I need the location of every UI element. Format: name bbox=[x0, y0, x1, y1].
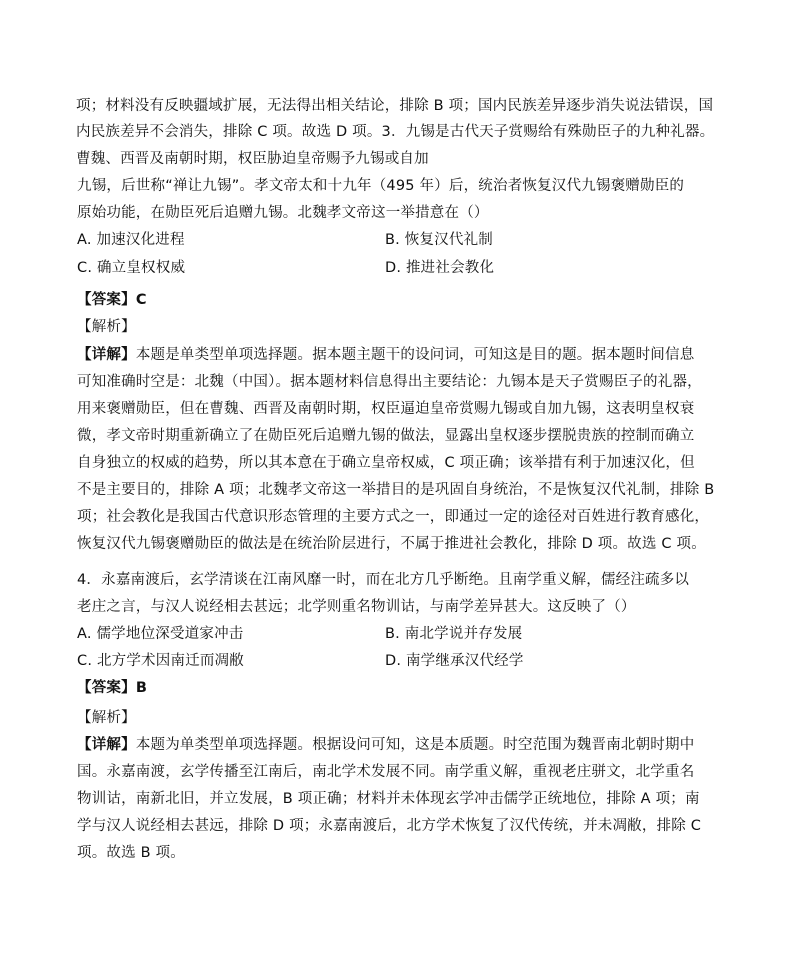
detail-text: 本题是单类型单项选择题。据本题主题干的设问词，可知这是目的题。据本题时间信息 bbox=[135, 347, 695, 363]
analysis-label: 【解析】 bbox=[77, 319, 136, 335]
option-d: D. 推进社会教化 bbox=[385, 260, 495, 276]
text-line: 可知准确时空是：北魏（中国）。据本题材料信息得出主要结论：九锡本是天子赏赐臣子的礼器， bbox=[77, 374, 702, 390]
text-line: 不是主要目的，排除 A 项；北魏孝文帝这一举措目的是巩固自身统治，不是恢复汉代礼制，排除 B bbox=[77, 482, 715, 498]
option-a: A. 儒学地位深受道家冲击 bbox=[77, 626, 244, 642]
question-stem: 老庄之言，与汉人说经相去甚远；北学则重名物训诂，与南学差异甚大。这反映了（） bbox=[77, 599, 636, 615]
text-line: 国。永嘉南渡，玄学传播至江南后，南北学术发展不同。南学重义解，重视老庄骈文，北学重名 bbox=[77, 764, 695, 780]
option-b: B. 南北学说并存发展 bbox=[385, 626, 523, 642]
text-line: 内民族差异不会消失，排除 C 项。故选 D 项。3．九锡是古代天子赏赐给有殊勋臣子的九种礼器。 bbox=[76, 124, 715, 140]
answer-label: 【答案】 bbox=[77, 680, 136, 696]
text-line: 用来褒赠勋臣，但在曹魏、西晋及南朝时期，权臣逼迫皇帝赏赐九锡或自加九锡，这表明皇权衰 bbox=[77, 401, 695, 417]
text-line: 项；社会教化是我国古代意识形态管理的主要方式之一，即通过一定的途径对百姓进行教育感化， bbox=[77, 509, 710, 525]
option-a: A. 加速汉化进程 bbox=[77, 232, 185, 248]
detail-line bbox=[77, 735, 694, 755]
question-stem: 4．永嘉南渡后，玄学清谈在江南风靡一时，而在北方几乎断绝。且南学重义解，儒经注疏多以 bbox=[77, 572, 690, 588]
option-d: D. 南学继承汉代经学 bbox=[385, 653, 524, 669]
question-stem: 原始功能，在勋臣死后追赠九锡。北魏孝文帝这一举措意在（） bbox=[77, 205, 489, 221]
text-line: 物训诂，南新北旧，并立发展，B 项正确；材料并未体现玄学冲击儒学正统地位，排除 A 项；南 bbox=[77, 791, 700, 807]
detail-label: 【详解】 bbox=[77, 347, 136, 363]
option-c: C. 北方学术因南迁而凋敝 bbox=[77, 653, 244, 669]
text-line: 自身独立的权威的趋势，所以其本意在于确立皇帝权威，C 项正确；该举措有利于加速汉化，但 bbox=[77, 455, 695, 471]
text-line: 项。故选 B 项。 bbox=[77, 845, 185, 861]
detail-text: 本题为单类型单项选择题。根据设问可知，这是本质题。时空范围为魏晋南北朝时期中 bbox=[135, 737, 695, 753]
text-line: 项；材料没有反映疆域扩展，无法得出相关结论，排除 B 项；国内民族差异逐步消失说法错误，国 bbox=[76, 98, 714, 114]
answer-line bbox=[77, 290, 147, 310]
analysis-label: 【解析】 bbox=[77, 710, 136, 726]
text-line: 恢复汉代九锡褒赠勋臣的做法是在统治阶层进行，不属于推进社会教化，排除 D 项。故选 C 项。 bbox=[77, 536, 706, 552]
detail-line bbox=[77, 345, 694, 365]
answer-line bbox=[77, 678, 147, 698]
option-c: C. 确立皇权权威 bbox=[77, 260, 186, 276]
answer-label: 【答案】 bbox=[77, 292, 136, 308]
answer-value: B bbox=[135, 680, 148, 696]
answer-value: C bbox=[135, 292, 147, 308]
text-line: 学与汉人说经相去甚远，排除 D 项；永嘉南渡后，北方学术恢复了汉代传统，并未凋敝，排除 C bbox=[77, 818, 702, 834]
text-line: 曹魏、西晋及南朝时期，权臣胁迫皇帝赐予九锡或自加 bbox=[76, 151, 429, 167]
option-b: B. 恢复汉代礼制 bbox=[385, 232, 493, 248]
text-line: 微，孝文帝时期重新确立了在勋臣死后追赠九锡的做法，显露出皇权逐步摆脱贵族的控制而确立 bbox=[77, 428, 695, 444]
detail-label: 【详解】 bbox=[77, 737, 136, 753]
text-line: 九锡，后世称“禅让九锡”。孝文帝太和十九年（495 年）后，统治者恢复汉代九锡褒赠勋臣的 bbox=[77, 178, 685, 194]
